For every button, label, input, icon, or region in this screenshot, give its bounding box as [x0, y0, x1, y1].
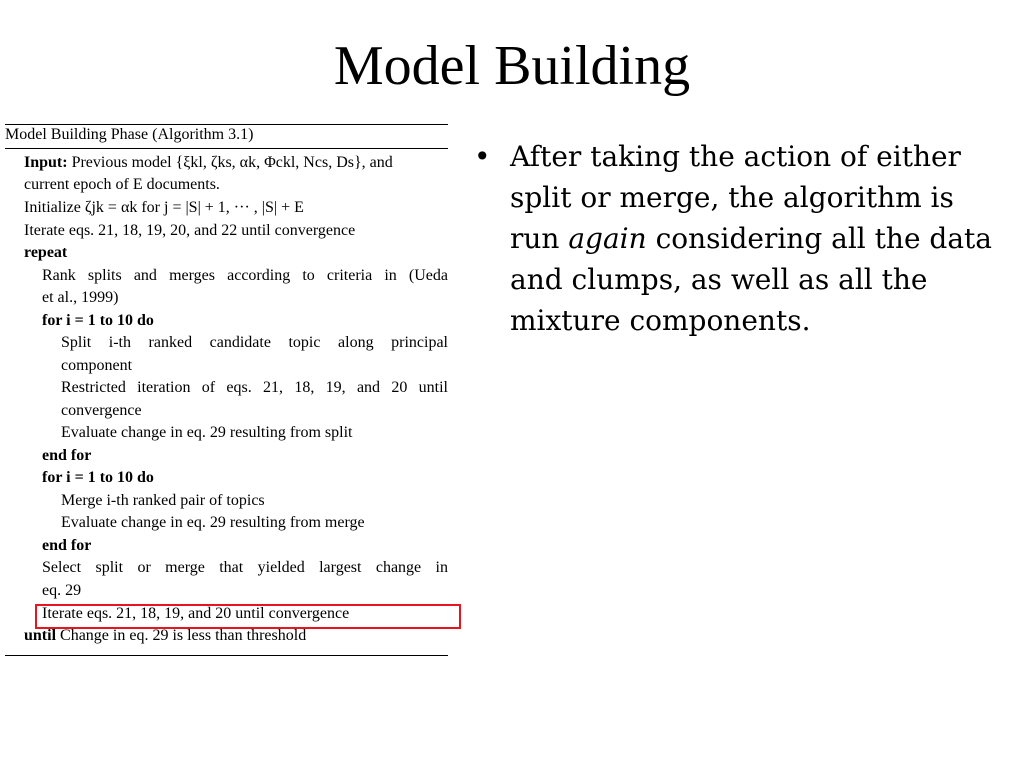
iterate-line-1: Iterate eqs. 21, 18, 19, 20, and 22 until convergence	[24, 222, 356, 239]
iterate-line-2: Iterate eqs. 21, 18, 19, and 20 until convergence	[42, 605, 350, 622]
bullet-emphasis: again	[568, 222, 647, 255]
restricted-line-2: convergence	[61, 402, 142, 419]
bullet-symbol: •	[474, 140, 491, 173]
end-for-2: end for	[42, 537, 92, 554]
input-label: Input:	[24, 154, 68, 171]
algorithm-caption: Model Building Phase (Algorithm 3.1)	[5, 126, 254, 143]
for-line-1: for i = 1 to 10 do	[42, 312, 154, 329]
rank-line-1: Rank splits and merges according to criteria in (Ueda	[42, 267, 448, 284]
rank-line-2: et al., 1999)	[42, 289, 119, 306]
restricted-line-1: Restricted iteration of eqs. 21, 18, 19, and 20 until	[61, 379, 448, 396]
input-line	[24, 152, 393, 175]
split-line-2: component	[61, 357, 133, 374]
for-line-2: for i = 1 to 10 do	[42, 469, 154, 486]
select-line-2: eq. 29	[42, 582, 82, 599]
eval-merge-line: Evaluate change in eq. 29 resulting from merge	[61, 514, 365, 531]
bullet-text-after: considering all the data and clumps, as well as all the mixture components.	[510, 222, 992, 337]
slide-title: Model Building	[333, 35, 691, 97]
repeat-keyword: repeat	[24, 244, 68, 261]
split-line-1: Split i-th ranked candidate topic along principal	[61, 334, 448, 351]
epoch-line: current epoch of E documents.	[24, 176, 220, 193]
eval-split-line: Evaluate change in eq. 29 resulting from split	[61, 424, 353, 441]
bottom-rule	[5, 655, 448, 656]
until-keyword: until	[24, 627, 57, 644]
bullet-text-before: After taking the action of either split or merge, the algorithm is run	[510, 140, 961, 255]
select-line-1: Select split or merge that yielded largest change in	[42, 559, 448, 576]
highlight-box	[35, 604, 461, 629]
bullet-list	[474, 136, 994, 341]
caption-rule	[5, 148, 448, 149]
until-text: Change in eq. 29 is less than threshold	[60, 627, 307, 644]
end-for-1: end for	[42, 447, 92, 464]
bullet-item	[474, 136, 994, 341]
input-text: Previous model {ξkl, ζks, αk, Φckl, Ncs, Ds}, and	[71, 154, 393, 171]
initialize-line: Initialize ζjk = αk for j = |S| + 1, ··· , |S| + E	[24, 199, 304, 216]
merge-line: Merge i-th ranked pair of topics	[61, 492, 265, 509]
